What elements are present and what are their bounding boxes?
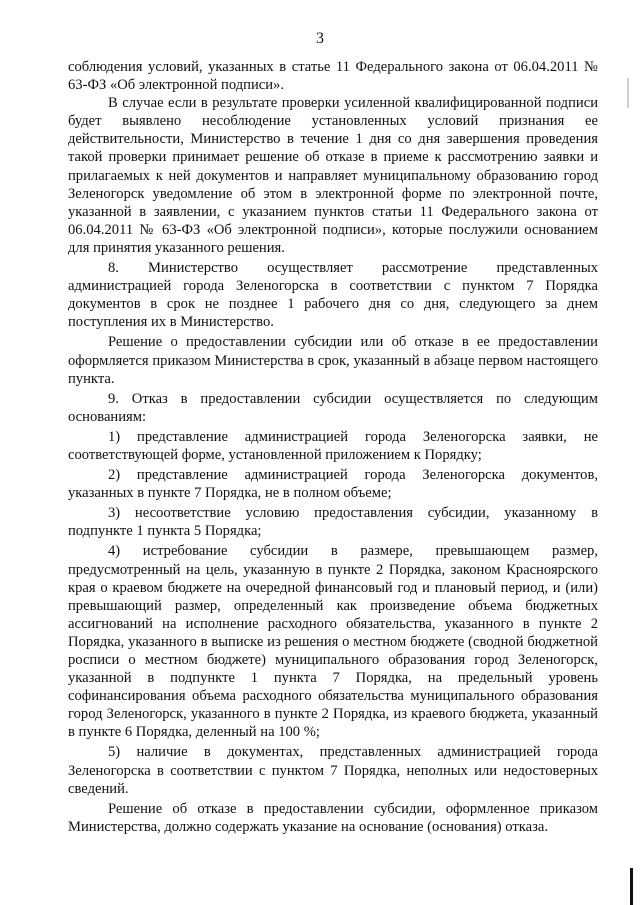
scan-artifact-top bbox=[627, 78, 629, 108]
paragraph-item-8: 8. Министерство осуществляет рассмотрение представленных администрацией города Зеленогорска в соответствии с пунктом 7 Порядка документов в срок не позднее 1 рабочего дня со дня, следующего за днем поступления их в Министерство. bbox=[68, 260, 598, 331]
paragraph-continuation: соблюдения условий, указанных в статье 11 Федерального закона от 06.04.2011 № 63-ФЗ «Об электронной подписи». bbox=[68, 59, 598, 94]
paragraph-item-9: 9. Отказ в предоставлении субсидии осуществляется по следующим основаниям: bbox=[68, 390, 598, 425]
page-number: 3 bbox=[316, 30, 324, 47]
list-item-1: 1) представление администрацией города Зеленогорска заявки, не соответствующей форме, установленной приложением к Порядку; bbox=[68, 428, 598, 463]
list-item-3: 3) несоответствие условию предоставления субсидии, указанному в подпункте 1 пункта 5 Порядка; bbox=[68, 505, 598, 540]
paragraph-signature-check: В случае если в результате проверки усиленной квалифицированной подписи будет выявлено несоблюдение установленных условий признания ее действительности, Министерство в течение 1 дня со дня завершения проведения такой проверки принимает решение об отказе в приеме к рассмотрению заявки и прилагаемых к ней документов и направляет муниципальному образованию город Зеленогорск уведомление об этом в электронной форме по электронной почте, указанной в заявлении, с указанием пунктов статьи 11 Федерального закона от 06.04.2011 № 63-ФЗ «Об электронной подписи», которые послужили основанием для принятия указанного решения. bbox=[68, 95, 598, 256]
paragraph-refusal: Решение об отказе в предоставлении субсидии, оформленное приказом Министерства, должно содержать указание на основание (основания) отказа. bbox=[68, 800, 598, 835]
scan-artifact-bottom bbox=[630, 868, 633, 905]
list-item-5: 5) наличие в документах, представленных администрацией города Зеленогорска в соответствии с пунктом 7 Порядка, неполных или недостоверных сведений. bbox=[68, 744, 598, 797]
list-item-4: 4) истребование субсидии в размере, превышающем размер, предусмотренный на цель, указанную в пункте 2 Порядка, законом Красноярского края о краевом бюджете на очередной финансовый год и плановый период, и (или) превышающий размер, определенный как произведение объема бюджетных ассигнований на исполнение расходного обязательства, указанного в пункте 2 Порядка, указанного в выписке из решения о местном бюджете (сводной бюджетной росписи о местном бюджете) муниципального образования город Зеленогорск, указанной в подпункте 1 пункта 7 Порядка, на предельный уровень софинансирования объема расходного обязательства муниципального образования город Зеленогорск, указанного в пункте 2 Порядка, из краевого бюджета, указанный в пункте 6 Порядка, деленный на 100 %; bbox=[68, 543, 598, 741]
document-body bbox=[68, 58, 598, 836]
paragraph-decision: Решение о предоставлении субсидии или об отказе в ее предоставлении оформляется приказом Министерства в срок, указанный в абзаце первом настоящего пункта. bbox=[68, 334, 598, 387]
list-item-2: 2) представление администрацией города Зеленогорска документов, указанных в пункте 7 Порядка, не в полном объеме; bbox=[68, 467, 598, 502]
